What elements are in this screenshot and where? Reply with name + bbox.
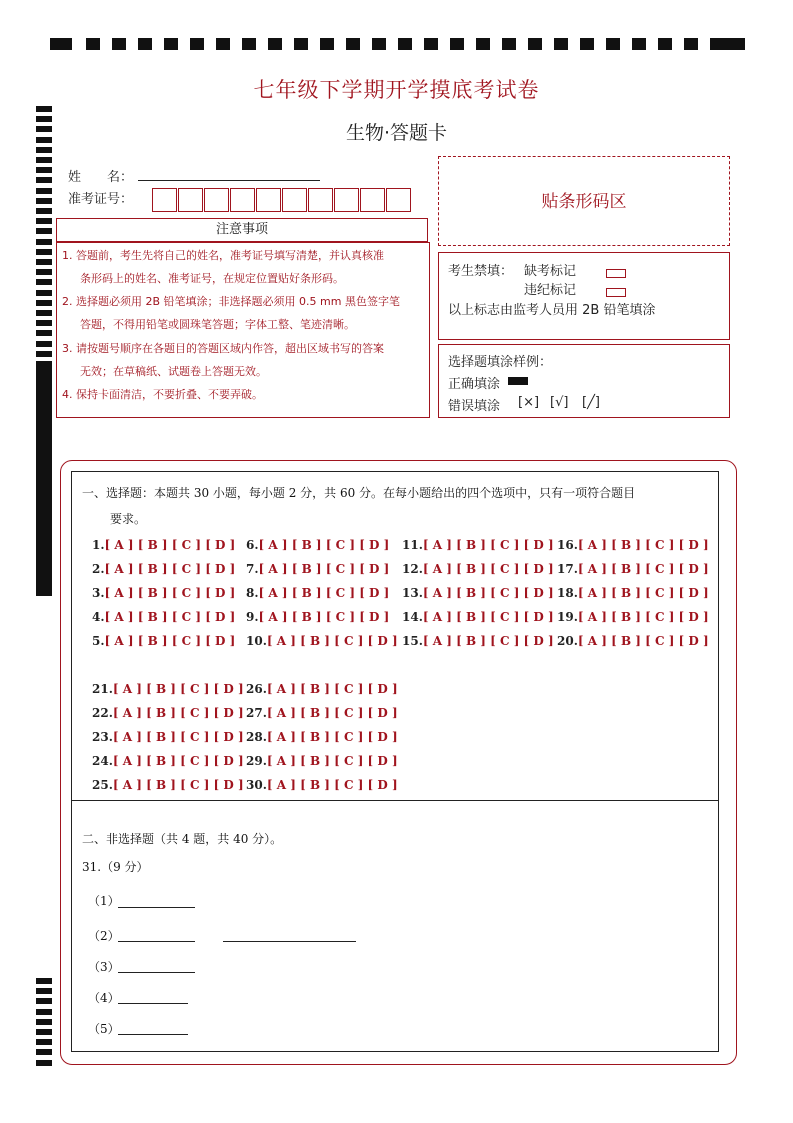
answer-options[interactable]: [ A ] [ B ] [ C ] [ D ]	[112, 706, 244, 720]
notice-item: 答题，不得用铅笔或圆珠笔答题；字体工整、笔迹清晰。	[80, 318, 355, 331]
page-title: 七年级下学期开学摸底考试卷	[253, 78, 540, 102]
question-number: 3.	[92, 586, 105, 600]
question-number: 8.	[246, 586, 259, 600]
choice-question-23[interactable]	[92, 730, 244, 744]
question-number: 17.	[557, 562, 578, 576]
answer-options[interactable]: [ A ] [ B ] [ C ] [ D ]	[577, 610, 709, 624]
correct-fill-label: 正确填涂	[448, 377, 501, 392]
notice-item: 无效；在草稿纸、试题卷上答题无效。	[80, 365, 267, 378]
choice-question-5[interactable]	[92, 634, 235, 648]
answer-options[interactable]: [ A ] [ B ] [ C ] [ D ]	[104, 538, 236, 552]
wrong-mark-check: [√]	[550, 395, 569, 410]
part-5-label: （5）	[88, 1022, 120, 1036]
wrong-fill-label: 错误填涂	[448, 399, 501, 414]
answer-options[interactable]: [ A ] [ B ] [ C ] [ D ]	[112, 730, 244, 744]
choice-question-10[interactable]	[246, 634, 398, 648]
question-number: 30.	[246, 778, 267, 792]
choice-question-21[interactable]	[92, 682, 244, 696]
violation-label: 违纪标记	[524, 283, 577, 298]
part-2-label: （2）	[88, 929, 120, 943]
part-1-label: （1）	[88, 894, 120, 908]
choice-question-13[interactable]	[402, 586, 554, 600]
choice-question-25[interactable]	[92, 778, 244, 792]
answer-options[interactable]: [ A ] [ B ] [ C ] [ D ]	[577, 562, 709, 576]
part-5-answer-line[interactable]	[118, 1021, 188, 1035]
notice-item: 条形码上的姓名、准考证号，在规定位置贴好条形码。	[80, 272, 344, 285]
section1-title: 一、选择题：本题共 30 小题，每小题 2 分，共 60 分。在每小题给出的四个选项中，只有一项符合题目	[82, 486, 636, 500]
question-number: 25.	[92, 778, 113, 792]
question-number: 2.	[92, 562, 105, 576]
question-number: 28.	[246, 730, 267, 744]
question-number: 16.	[557, 538, 578, 552]
answer-options[interactable]: [ A ] [ B ] [ C ] [ D ]	[112, 778, 244, 792]
answer-options[interactable]: [ A ] [ B ] [ C ] [ D ]	[112, 682, 244, 696]
choice-question-29[interactable]	[246, 754, 398, 768]
choice-question-2[interactable]	[92, 562, 235, 576]
answer-options[interactable]: [ A ] [ B ] [ C ] [ D ]	[258, 538, 390, 552]
absent-mark[interactable]	[606, 263, 626, 282]
answer-options[interactable]: [ A ] [ B ] [ C ] [ D ]	[266, 706, 398, 720]
answer-options[interactable]: [ A ] [ B ] [ C ] [ D ]	[266, 778, 398, 792]
part-2-answer-line-b[interactable]	[223, 928, 356, 942]
choice-question-22[interactable]	[92, 706, 244, 720]
question-number: 18.	[557, 586, 578, 600]
top-timing-marks	[50, 38, 745, 52]
choice-question-24[interactable]	[92, 754, 244, 768]
answer-options[interactable]: [ A ] [ B ] [ C ] [ D ]	[258, 586, 390, 600]
part-3-answer-line[interactable]	[118, 959, 195, 973]
choice-question-1[interactable]	[92, 538, 235, 552]
choice-question-18[interactable]	[557, 586, 709, 600]
part-1-answer-line[interactable]	[118, 893, 195, 908]
choice-question-26[interactable]	[246, 682, 398, 696]
wrong-mark-x: [×]	[518, 395, 540, 410]
section1-title-cont: 要求。	[110, 512, 147, 526]
question-number: 1.	[92, 538, 105, 552]
answer-options[interactable]: [ A ] [ B ] [ C ] [ D ]	[104, 586, 236, 600]
barcode-area	[438, 156, 730, 246]
choice-question-12[interactable]	[402, 562, 554, 576]
choice-question-14[interactable]	[402, 610, 554, 624]
choice-question-9[interactable]	[246, 610, 389, 624]
choice-question-8[interactable]	[246, 586, 389, 600]
question-number: 13.	[402, 586, 423, 600]
status-note: 以上标志由监考人员用 2B 铅笔填涂	[448, 303, 656, 318]
question-number: 9.	[246, 610, 259, 624]
choice-question-20[interactable]	[557, 634, 709, 648]
question-number: 20.	[557, 634, 578, 648]
answer-options[interactable]: [ A ] [ B ] [ C ] [ D ]	[112, 754, 244, 768]
q31-label: 31.（9 分）	[82, 860, 149, 874]
question-number: 21.	[92, 682, 113, 696]
answer-options[interactable]: [ A ] [ B ] [ C ] [ D ]	[422, 538, 554, 552]
choice-question-27[interactable]	[246, 706, 398, 720]
notice-item: 4. 保持卡面清洁，不要折叠、不要弄破。	[62, 388, 263, 401]
question-number: 22.	[92, 706, 113, 720]
answer-options[interactable]: [ A ] [ B ] [ C ] [ D ]	[266, 754, 398, 768]
answer-options[interactable]: [ A ] [ B ] [ C ] [ D ]	[422, 586, 554, 600]
name-field[interactable]	[138, 166, 320, 181]
section2-title: 二、非选择题（共 4 题，共 40 分）。	[82, 832, 283, 846]
page-subtitle: 生物·答题卡	[345, 122, 448, 144]
question-number: 19.	[557, 610, 578, 624]
choice-question-19[interactable]	[557, 610, 709, 624]
question-number: 14.	[402, 610, 423, 624]
answer-options[interactable]: [ A ] [ B ] [ C ] [ D ]	[577, 586, 709, 600]
barcode-label: 贴条形码区	[541, 192, 627, 212]
question-number: 12.	[402, 562, 423, 576]
answer-options[interactable]: [ A ] [ B ] [ C ] [ D ]	[104, 634, 236, 648]
choice-question-16[interactable]	[557, 538, 709, 552]
name-label: 姓 名：	[68, 170, 134, 185]
absent-label: 缺考标记	[524, 264, 577, 279]
choice-question-11[interactable]	[402, 538, 554, 552]
answer-options[interactable]: [ A ] [ B ] [ C ] [ D ]	[577, 634, 709, 648]
fill-example-label: 选择题填涂样例：	[448, 355, 553, 370]
question-number: 15.	[402, 634, 423, 648]
question-number: 5.	[92, 634, 105, 648]
notice-title: 注意事项	[56, 218, 428, 242]
question-number: 26.	[246, 682, 267, 696]
wrong-mark-slash: [╱]	[582, 395, 600, 410]
choice-question-17[interactable]	[557, 562, 709, 576]
answer-options[interactable]: [ A ] [ B ] [ C ] [ D ]	[258, 562, 390, 576]
question-number: 11.	[402, 538, 423, 552]
notice-item: 1. 答题前，考生先将自己的姓名，准考证号填写清楚，并认真核准	[62, 249, 384, 262]
part-4-answer-line[interactable]	[118, 990, 188, 1004]
question-number: 4.	[92, 610, 105, 624]
choice-question-3[interactable]	[92, 586, 235, 600]
question-number: 7.	[246, 562, 259, 576]
question-number: 24.	[92, 754, 113, 768]
answer-options[interactable]: [ A ] [ B ] [ C ] [ D ]	[266, 682, 398, 696]
answer-options[interactable]: [ A ] [ B ] [ C ] [ D ]	[104, 610, 236, 624]
question-number: 27.	[246, 706, 267, 720]
answer-options[interactable]: [ A ] [ B ] [ C ] [ D ]	[258, 610, 390, 624]
choice-question-15[interactable]	[402, 634, 554, 648]
answer-options[interactable]: [ A ] [ B ] [ C ] [ D ]	[577, 538, 709, 552]
question-number: 29.	[246, 754, 267, 768]
choice-question-7[interactable]	[246, 562, 389, 576]
answer-options[interactable]: [ A ] [ B ] [ C ] [ D ]	[422, 610, 554, 624]
part-2-answer-line-a[interactable]	[118, 928, 195, 942]
correct-fill-sample	[508, 377, 528, 385]
status-label: 考生禁填：	[448, 264, 514, 279]
notice-item: 2. 选择题必须用 2B 铅笔填涂；非选择题必须用 0.5 mm 黑色签字笔	[62, 295, 400, 308]
answer-options[interactable]: [ A ] [ B ] [ C ] [ D ]	[266, 730, 398, 744]
part-3-label: （3）	[88, 960, 120, 974]
answer-options[interactable]: [ A ] [ B ] [ C ] [ D ]	[104, 562, 236, 576]
question-number: 6.	[246, 538, 259, 552]
question-number: 10.	[246, 634, 267, 648]
choice-question-4[interactable]	[92, 610, 235, 624]
notice-item: 3. 请按题号顺序在各题目的答题区域内作答，超出区域书写的答案	[62, 342, 384, 355]
question-number: 23.	[92, 730, 113, 744]
answer-options[interactable]: [ A ] [ B ] [ C ] [ D ]	[422, 634, 554, 648]
answer-options[interactable]: [ A ] [ B ] [ C ] [ D ]	[422, 562, 554, 576]
choice-question-28[interactable]	[246, 730, 398, 744]
choice-question-30[interactable]	[246, 778, 398, 792]
choice-question-6[interactable]	[246, 538, 389, 552]
id-label: 准考证号：	[68, 192, 134, 207]
part-4-label: （4）	[88, 991, 120, 1005]
answer-options[interactable]: [ A ] [ B ] [ C ] [ D ]	[266, 634, 398, 648]
